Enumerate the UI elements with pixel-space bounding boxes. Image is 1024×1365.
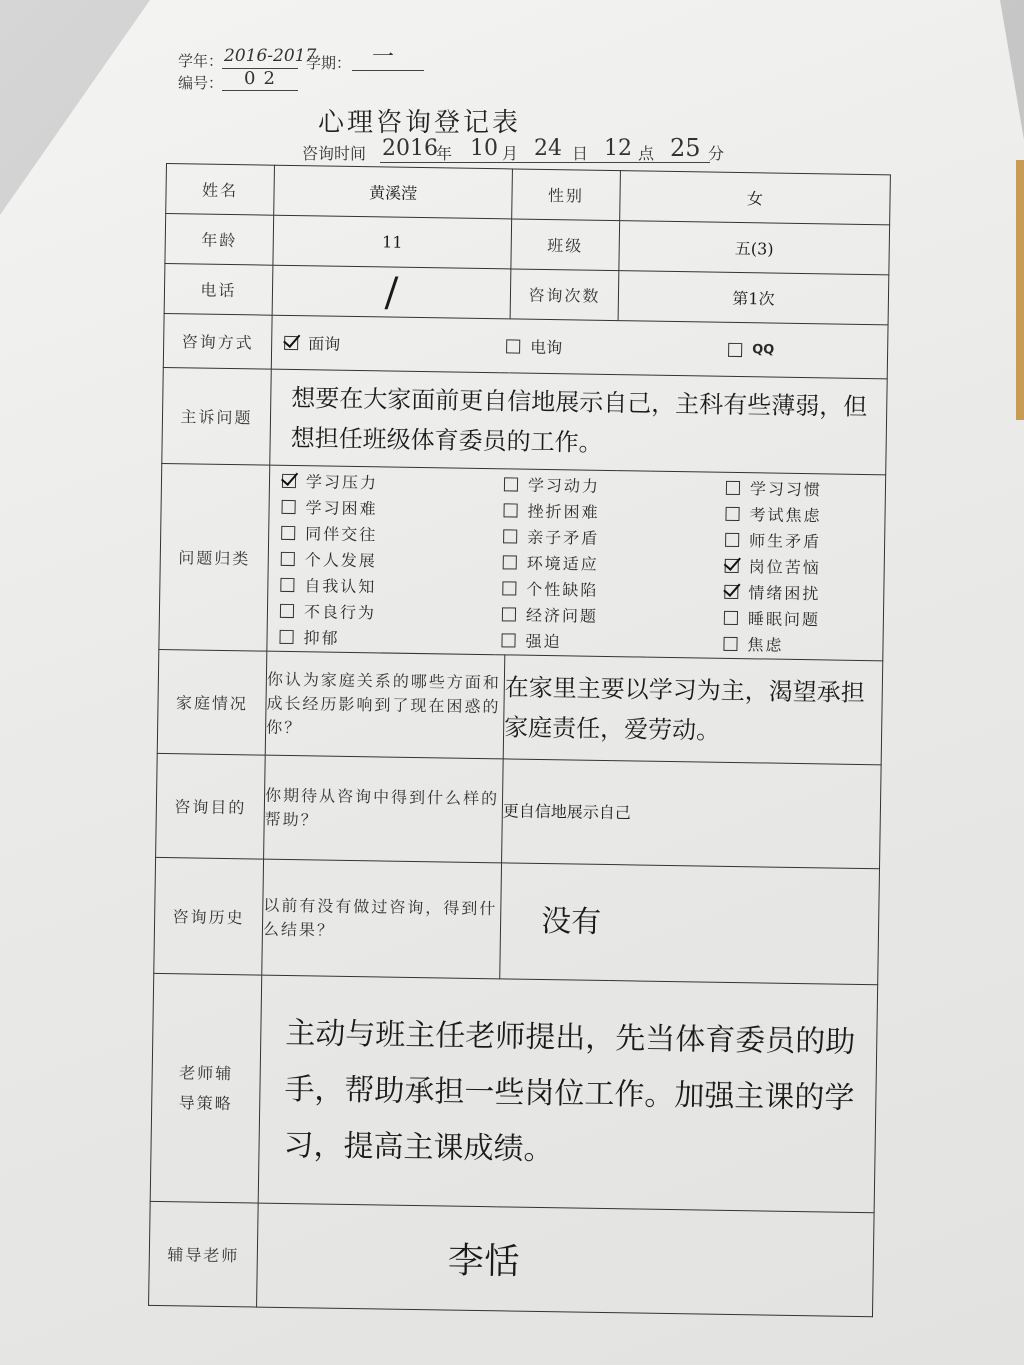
complaint-label: 主诉问题: [162, 367, 271, 465]
category-item[interactable]: [504, 471, 726, 500]
checkbox-icon[interactable]: [502, 581, 516, 595]
option-label: QQ: [752, 342, 775, 358]
category-item[interactable]: [725, 526, 821, 554]
method-label: 咨询方式: [163, 313, 272, 369]
complaint-text: 想要在大家面前更自信地展示自己，主科有些薄弱，但想担任班级体育委员的工作。: [270, 369, 887, 475]
class-value: 五(3): [619, 221, 890, 275]
time-month: 10: [470, 136, 498, 161]
time-minute-unit: 分: [708, 144, 725, 163]
category-item-label: 焦虑: [747, 635, 784, 655]
count-label: 咨询次数: [510, 269, 619, 321]
category-item-label: 挫折困难: [527, 501, 600, 522]
method-option-phone[interactable]: [506, 333, 728, 362]
form-title: 心理咨询登记表: [318, 108, 522, 138]
checkbox-icon[interactable]: [280, 603, 294, 617]
family-answer: 在家里主要以学习为主，渴望承担家庭责任，爱劳动。: [503, 655, 883, 765]
category-item[interactable]: [501, 627, 723, 656]
category-item-label: 学习动力: [527, 475, 601, 496]
category-item-label: 抑郁: [303, 628, 340, 648]
time-day: 24: [534, 136, 562, 161]
category-item[interactable]: [724, 578, 820, 606]
checkbox-icon[interactable]: [502, 607, 516, 621]
time-year-unit: 年: [436, 144, 453, 163]
category-item[interactable]: [282, 467, 504, 496]
goal-prompt: 你期待从咨询中得到什么样的帮助？: [264, 755, 504, 863]
checkbox-icon[interactable]: [725, 532, 739, 546]
category-item-label: 环境适应: [526, 553, 599, 574]
category-item-label: 岗位苦恼: [748, 557, 821, 578]
checkbox-icon[interactable]: [501, 633, 515, 647]
method-option-in-person[interactable]: [284, 329, 506, 358]
phone-label: 电话: [164, 263, 273, 315]
teacher-label: 辅导老师: [149, 1201, 259, 1307]
time-minute: 25: [670, 134, 701, 162]
age-value: 11: [273, 215, 512, 269]
gender-value: 女: [620, 171, 891, 225]
checkbox-icon[interactable]: [723, 636, 737, 650]
category-col-1: [279, 467, 504, 652]
time-hour: 12: [604, 136, 632, 161]
checkbox-icon[interactable]: [506, 339, 520, 353]
phone-value: /: [272, 265, 511, 319]
category-item[interactable]: [281, 493, 503, 522]
category-item[interactable]: [724, 604, 820, 632]
category-item[interactable]: [723, 630, 819, 658]
category-item[interactable]: [503, 523, 725, 552]
checkbox-icon[interactable]: [503, 529, 517, 543]
registration-form: [148, 163, 891, 1317]
category-item-label: 亲子矛盾: [527, 527, 600, 548]
category-item[interactable]: [726, 474, 822, 502]
option-label: 面询: [308, 334, 341, 354]
category-grid: [267, 465, 886, 661]
category-item[interactable]: [503, 549, 725, 578]
category-item-label: 学习习惯: [749, 479, 823, 500]
checkbox-icon[interactable]: [280, 577, 294, 591]
strategy-text: 主动与班主任老师提出，先当体育委员的助手，帮助承担一些岗位工作。加强主课的学习，提高主课成绩。: [258, 975, 878, 1213]
category-item-label: 经济问题: [525, 605, 599, 626]
history-label: 咨询历史: [154, 857, 264, 975]
category-item-label: 自我认知: [304, 576, 377, 597]
time-label: 咨询时间: [302, 144, 367, 163]
history-prompt: 以前有没有做过咨询，得到什么结果？: [262, 859, 502, 979]
category-item[interactable]: [725, 500, 821, 528]
time-hour-unit: 点: [638, 144, 655, 163]
checkbox-icon[interactable]: [724, 610, 738, 624]
category-col-3: [723, 474, 822, 657]
category-item[interactable]: [280, 571, 502, 600]
category-item[interactable]: [725, 552, 821, 580]
category-label: 问题归类: [159, 463, 270, 651]
method-options: [271, 315, 888, 379]
name-label: 姓名: [166, 164, 275, 216]
checkbox-icon[interactable]: [726, 480, 740, 494]
gender-label: 性别: [512, 169, 621, 221]
count-value: 第1次: [618, 271, 889, 325]
teacher-name: 李恬: [257, 1203, 875, 1317]
history-answer: 没有: [500, 863, 880, 985]
checkbox-icon[interactable]: [279, 629, 293, 643]
checkbox-icon[interactable]: [503, 503, 517, 517]
category-item-label: 强迫: [525, 631, 562, 652]
category-item[interactable]: [503, 497, 725, 526]
category-item-label: 不良行为: [303, 602, 377, 623]
year-label: 学年：: [178, 52, 224, 70]
checkbox-checked-icon[interactable]: [725, 558, 739, 572]
category-item-label: 学习困难: [305, 498, 378, 519]
time-day-unit: 日: [572, 144, 589, 163]
checkbox-icon[interactable]: [282, 499, 296, 513]
option-label: 电询: [530, 337, 563, 358]
checkbox-checked-icon[interactable]: [284, 335, 298, 349]
family-prompt: 你认为家庭关系的哪些方面和成长经历影响到了现在困惑的你？: [265, 651, 505, 759]
term-value: 一: [372, 45, 395, 70]
category-item-label: 个性缺陷: [526, 579, 599, 600]
goal-label: 咨询目的: [156, 753, 266, 859]
year-value: 2016-2017: [224, 46, 317, 66]
time-year: 2016: [382, 136, 438, 161]
category-item[interactable]: [279, 623, 501, 652]
name-value: 黄溪滢: [274, 165, 513, 219]
checkbox-checked-icon[interactable]: [282, 473, 296, 487]
checkbox-icon[interactable]: [281, 551, 295, 565]
term-label: 学期：: [306, 54, 352, 72]
category-item-label: 睡眠问题: [747, 609, 821, 630]
category-item-label: 情绪困扰: [748, 583, 821, 604]
category-col-2: [501, 471, 726, 656]
goal-answer: 更自信地展示自己: [502, 759, 882, 869]
checkbox-icon[interactable]: [504, 477, 518, 491]
age-label: 年龄: [165, 214, 274, 266]
category-item[interactable]: [281, 545, 503, 574]
number-value: 02: [244, 68, 283, 89]
category-item-label: 个人发展: [304, 550, 377, 571]
category-item-label: 师生矛盾: [748, 531, 822, 552]
time-month-unit: 月: [502, 144, 519, 163]
category-item[interactable]: [281, 519, 503, 548]
desk-edge: [1016, 160, 1024, 420]
category-item-label: 学习压力: [305, 472, 379, 493]
checkbox-checked-icon[interactable]: [724, 584, 738, 598]
method-option-qq[interactable]: [728, 336, 775, 363]
family-label: 家庭情况: [157, 649, 267, 755]
checkbox-icon[interactable]: [281, 525, 295, 539]
class-label: 班级: [511, 219, 620, 271]
category-item[interactable]: [502, 601, 724, 630]
category-item[interactable]: [502, 575, 724, 604]
category-item[interactable]: [280, 597, 502, 626]
category-item-label: 同伴交往: [305, 524, 378, 545]
checkbox-icon[interactable]: [503, 555, 517, 569]
number-label: 编号：: [178, 74, 224, 92]
strategy-label: 老师辅导策略: [150, 973, 262, 1203]
checkbox-icon[interactable]: [725, 506, 739, 520]
category-item-label: 考试焦虑: [749, 505, 822, 526]
checkbox-icon[interactable]: [728, 342, 742, 356]
